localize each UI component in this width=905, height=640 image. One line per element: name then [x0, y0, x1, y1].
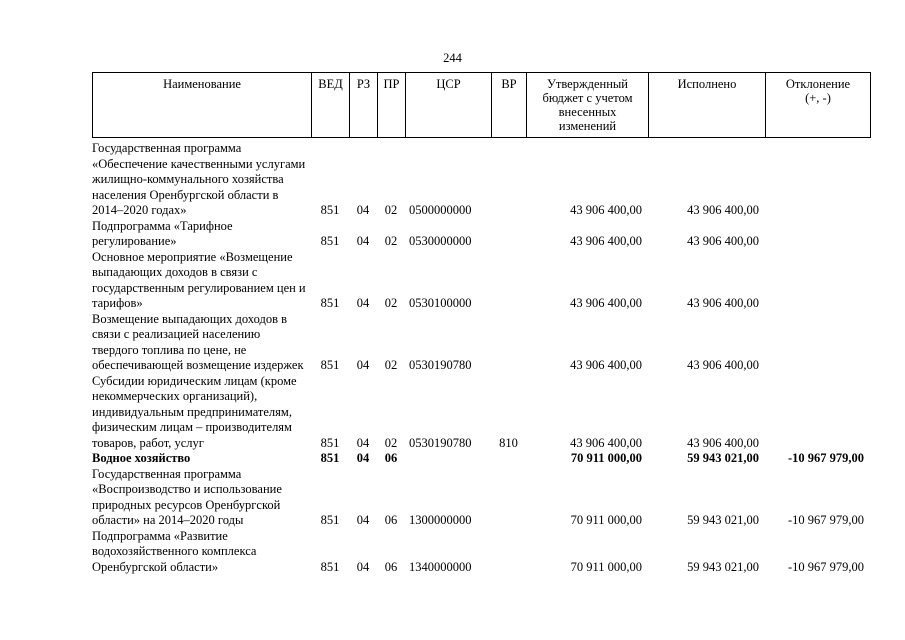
header-name: Наименование: [93, 73, 312, 138]
cell-deviation: [765, 250, 870, 312]
cell-deviation: [765, 219, 870, 250]
cell-vr: [491, 529, 526, 576]
cell-name: Подпрограмма «Тарифное регулирование»: [92, 218, 233, 248]
cell-approved: 70 911 000,00: [570, 559, 642, 574]
cell-executed: 59 943 021,00: [687, 513, 759, 527]
cell-name: Основное мероприятие «Возмещение выпадающих доходов в связи с государственным регулированием цен и тарифов»: [92, 249, 306, 310]
cell-vr: [491, 451, 526, 467]
header-csr: ЦСР: [406, 73, 492, 138]
cell-rz: 04: [356, 234, 370, 248]
cell-deviation: -10 967 979,00: [787, 451, 864, 465]
cell-approved: 70 911 000,00: [570, 451, 642, 465]
table-row: [92, 141, 870, 219]
cell-rz: 04: [356, 203, 370, 217]
cell-ved: 851: [320, 451, 340, 465]
cell-vr: [491, 250, 526, 312]
cell-pr: 06: [384, 451, 398, 465]
cell-executed: 43 906 400,00: [687, 234, 759, 248]
cell-rz: 04: [356, 559, 370, 574]
cell-deviation: [765, 374, 870, 452]
cell-pr: 02: [384, 435, 398, 450]
cell-name: Государственная программа «Воспроизводство и использование природных ресурсов Оренбургской области» на 2014–2020 годы: [92, 466, 282, 527]
cell-pr: 06: [384, 559, 398, 574]
cell-name: Субсидии юридическим лицам (кроме некоммерческих организаций), индивидуальным предпринимателям, физическим лицам – производителям товаров, работ, услуг: [92, 373, 297, 450]
header-deviation: Отклонение (+, -): [766, 73, 871, 138]
table-row: [92, 467, 870, 529]
cell-deviation: [765, 312, 870, 374]
table-row: [92, 374, 870, 452]
header-executed: Исполнено: [649, 73, 766, 138]
cell-executed: 43 906 400,00: [687, 435, 759, 450]
header-vr: ВР: [492, 73, 527, 138]
header-rz: РЗ: [350, 73, 378, 138]
cell-pr: 02: [384, 234, 398, 248]
cell-pr: 02: [384, 203, 398, 217]
cell-approved: 43 906 400,00: [570, 296, 642, 310]
cell-deviation: -10 967 979,00: [787, 559, 864, 574]
cell-rz: 04: [356, 296, 370, 310]
cell-vr: [491, 141, 526, 219]
cell-executed: 43 906 400,00: [687, 296, 759, 310]
cell-vr: [491, 219, 526, 250]
cell-vr: [491, 467, 526, 529]
cell-csr: [405, 451, 491, 467]
cell-executed: 59 943 021,00: [687, 559, 759, 574]
cell-approved: 43 906 400,00: [570, 234, 642, 248]
cell-ved: 851: [320, 203, 340, 217]
cell-csr: 1300000000: [409, 513, 472, 527]
table-row: [92, 250, 870, 312]
cell-ved: 851: [320, 296, 340, 310]
table-row: [92, 312, 870, 374]
cell-name: Подпрограмма «Развитие водохозяйственного комплекса Оренбургской области»: [92, 528, 257, 574]
header-ved: ВЕД: [312, 73, 350, 138]
budget-table-body: [92, 141, 870, 575]
table-row: [92, 529, 870, 576]
cell-deviation: [765, 141, 870, 219]
page-number: 244: [443, 51, 462, 65]
cell-name: Водное хозяйство: [92, 451, 191, 465]
cell-ved: 851: [320, 559, 340, 574]
cell-approved: 43 906 400,00: [570, 358, 642, 372]
table-row: [92, 219, 870, 250]
cell-rz: 04: [356, 451, 370, 465]
cell-executed: 43 906 400,00: [687, 203, 759, 217]
cell-executed: 59 943 021,00: [687, 451, 759, 465]
table-header: [92, 72, 871, 138]
cell-deviation: -10 967 979,00: [787, 513, 864, 527]
cell-rz: 04: [356, 435, 370, 450]
cell-name: Государственная программа «Обеспечение качественными услугами жилищно-коммунального хозяйства населения Оренбургской области в 2014–2020 годах»: [92, 141, 306, 217]
table-row: [92, 451, 870, 467]
cell-rz: 04: [356, 358, 370, 372]
cell-ved: 851: [320, 358, 340, 372]
cell-approved: 43 906 400,00: [570, 203, 642, 217]
cell-rz: 04: [356, 513, 370, 527]
cell-csr: 0530100000: [409, 296, 472, 310]
cell-csr: 0530190780: [409, 358, 472, 372]
cell-ved: 851: [320, 435, 340, 450]
cell-csr: 0500000000: [409, 203, 472, 217]
cell-ved: 851: [320, 513, 340, 527]
cell-csr: 0530000000: [409, 234, 472, 248]
cell-approved: 43 906 400,00: [570, 435, 642, 450]
cell-csr: 0530190780: [409, 435, 472, 450]
cell-csr: 1340000000: [409, 559, 472, 574]
cell-name: Возмещение выпадающих доходов в связи с реализацией населению твердого топлива по цене, не обеспечивающей возмещение издержек: [92, 311, 304, 372]
cell-approved: 70 911 000,00: [570, 513, 642, 527]
header-approved: Утвержденный бюджет с учетом внесенных изменений: [527, 73, 649, 138]
cell-pr: 02: [384, 296, 398, 310]
cell-ved: 851: [320, 234, 340, 248]
cell-vr: 810: [499, 435, 518, 450]
cell-vr: [491, 312, 526, 374]
cell-executed: 43 906 400,00: [687, 358, 759, 372]
cell-pr: 02: [384, 358, 398, 372]
cell-pr: 06: [384, 513, 398, 527]
header-pr: ПР: [378, 73, 406, 138]
